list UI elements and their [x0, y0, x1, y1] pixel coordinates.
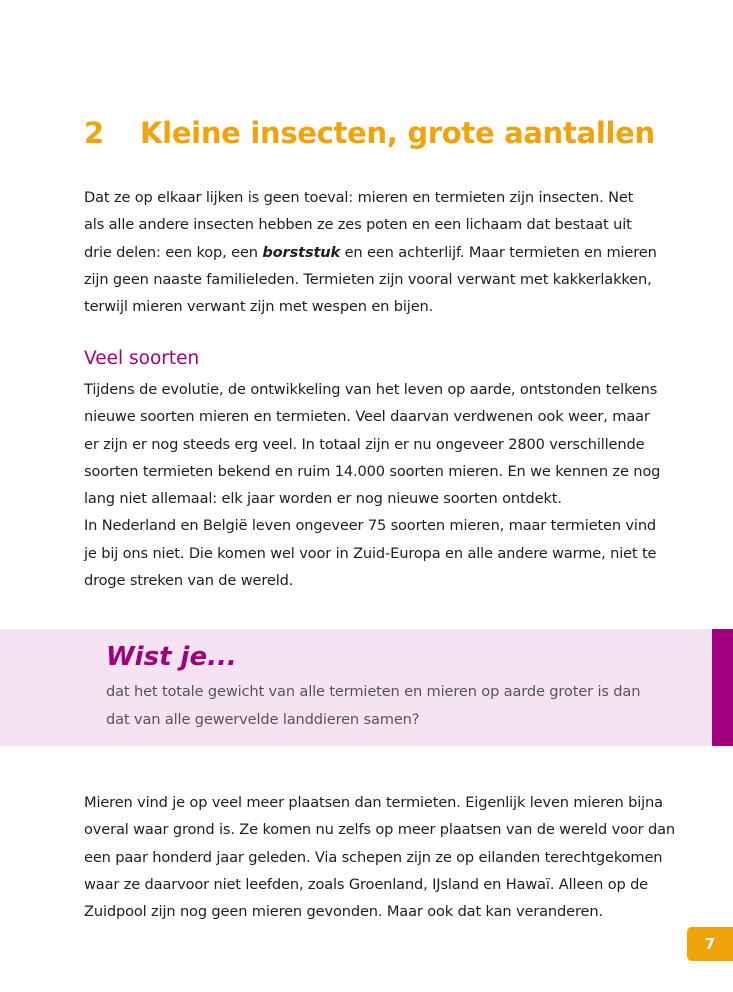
- intro-paragraph: [84, 184, 657, 320]
- page-number-badge: 7: [687, 927, 733, 961]
- closing-paragraph: Mieren vind je op veel meer plaatsen dan termieten. Eigenlijk leven mieren bijna overal waar grond is. Ze komen nu zelfs op meer plaatsen van de wereld voor dan een paar honderd jaar geleden. Via schepen zijn ze op eilanden terechtgekomen waar ze daarvoor niet leefden, zoals Groenland, IJsland en Hawaï. Alleen op de Zuidpool zijn nog geen mieren gevonden. Maar ook dat kan veranderen.: [84, 794, 676, 921]
- chapter-title-text: Kleine insecten, grote aantallen: [140, 116, 655, 150]
- intro-text-end: en een achterlijf. Maar termieten en mieren zijn geen naaste familieleden. Termieten zijn vooral verwant met kakkerlakken, terwijl mieren verwant zijn met wespen en bijen.: [84, 243, 657, 316]
- did-you-know-accent-bar: [712, 629, 733, 746]
- did-you-know-title: Wist je...: [106, 642, 237, 672]
- section-paragraph: Tijdens de evolutie, de ontwikkeling van het leven op aarde, ontstonden telkens nieuwe soorten mieren en termieten. Veel daarvan verdwenen ook weer, maar er zijn er nog steeds erg veel. In totaal zijn er nu ongeveer 2800 verschillende soorten termieten bekend en ruim 14.000 soorten mieren. En we kennen ze nog lang niet allemaal: elk jaar worden er nog nieuwe soorten ontdekt. In Nederland en België leven ongeveer 75 soorten mieren, maar termieten vind je bij ons niet. Die komen wel voor in Zuid-Europa en alle andere warme, niet te droge streken van de wereld.: [84, 381, 661, 590]
- did-you-know-text: dat het totale gewicht van alle termieten en mieren op aarde groter is dan dat van alle gewervelde landdieren samen?: [106, 683, 641, 728]
- chapter-title: [84, 116, 655, 150]
- section-heading: Veel soorten: [84, 348, 200, 369]
- intro-text-start: Dat ze op elkaar lijken is geen toeval: mieren en termieten zijn insecten. Net als alle andere insecten hebben ze zes poten en een lichaam dat bestaat uit drie delen: een kop, een: [84, 189, 634, 261]
- intro-emphasis-term: borststuk: [262, 243, 341, 261]
- chapter-number: 2: [84, 116, 104, 150]
